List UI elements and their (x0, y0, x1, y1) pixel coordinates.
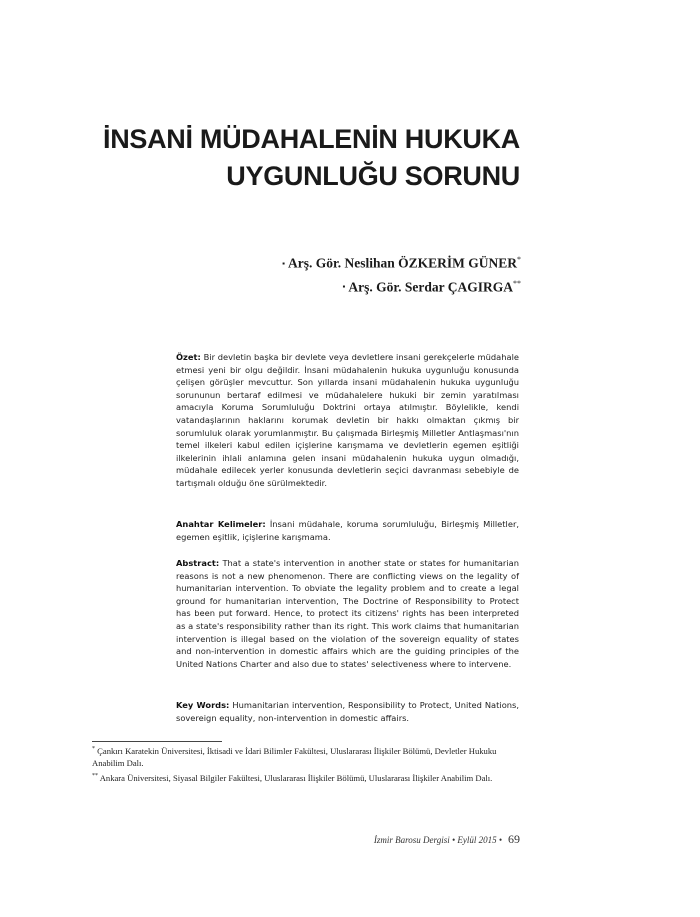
footnote-text: Ankara Üniversitesi, Siyasal Bilgiler Fakültesi, Uluslararası İlişkiler Bölümü, Uluslararası İlişkiler Anabilim Dalı. (99, 772, 493, 783)
anahtar-text: İnsani müdahale, koruma sorumluluğu, Birleşmiş Milletler, egemen eşitlik, içişlerine karışmama. (176, 519, 519, 542)
footnote-text: Çankırı Karatekin Üniversitesi, İktisadi ve İdari Bilimler Fakültesi, Uluslararası İlişkiler Bölümü, Devletler Hukuku Anabilim Dalı. (92, 745, 497, 768)
square-bullet-icon: ▪ (282, 258, 285, 268)
footnote-2 (92, 770, 520, 784)
page-footer (200, 832, 520, 847)
footnote-divider (92, 741, 222, 742)
abstract-label: Abstract: (176, 558, 220, 568)
abstract-paragraph (176, 557, 519, 670)
footnote-1 (92, 743, 520, 769)
paper-title (60, 121, 520, 195)
abstract-text: That a state's intervention in another state or states for humanitarian reasons is not a new phenomenon. There are conflicting views on the legality of humanitarian intervention. To obviate the legality problem and to create a legal ground for humanitarian intervention, The Doctrine of Responsibility to Protect has been put forward. Hence, to protect its citizens' rights has been interpreted as a state's responsibility rather than its right. This work claims that humanitarian intervention is illegal based on the violation of the sovereign equality of states and non-intervention in domestic affairs which are the guiding principles of the United Nations Charter and also due to states' selectiveness where to intervene. (176, 558, 519, 669)
anahtar-kelimeler-paragraph (176, 518, 519, 543)
keywords-paragraph (176, 699, 519, 724)
journal-name: İzmir Barosu Dergisi • Eylül 2015 • (373, 835, 502, 845)
footnote-mark: ** (92, 772, 98, 779)
title-line-1: İNSANİ MÜDAHALENİN HUKUKA (103, 124, 520, 154)
footnote-mark: * (517, 255, 521, 264)
title-line-2: UYGUNLUĞU SORUNU (226, 161, 520, 191)
author-2 (180, 274, 521, 298)
footnote-mark: ** (513, 278, 521, 288)
author-1 (180, 250, 521, 274)
keywords-label: Key Words: (176, 700, 230, 710)
page-number: 69 (508, 832, 520, 846)
ozet-label: Özet: (176, 352, 201, 362)
keywords-text: Humanitarian intervention, Responsibility to Protect, United Nations, sovereign equality, non-intervention in domestic affairs. (176, 700, 519, 723)
ozet-text: Bir devletin başka bir devlete veya devletlere insani gerekçelerle müdahale etmesi yeni bir olgu değildir. İnsani müdahalenin hukuka uygunluğu konusunda çelişen görüşler mevcuttur. Son yıllarda insani müdahalenin hukuka uygunluğu sorununun bertaraf edilmesi ve müdahalelere hukuki bir zemin yaratılması amacıyla Koruma Sorumluluğu Doktrini ortaya atılmıştır. Böylelikle, kendi vatandaşlarının haklarını korumak devletin bir hakkı olmaktan çıkmış bir sorumluluk olarak yorumlanmıştır. Bu çalışmada Birleşmiş Milletler Antlaşması'nın temel ilkeleri kabul edilen içişlerine karışmama ve devletlerin egemen eşitliği ilkelerinin ihlali anlamına gelen insani müdahalenin hukuka uygun olmadığı, müdahale edilecek yerler konusunda devletlerin seçici davranması sebebiyle de tartışmalı olduğu öne sürülmektedir. (176, 352, 519, 488)
anahtar-label: Anahtar Kelimeler: (176, 519, 266, 529)
square-bullet-icon: ▪ (342, 282, 346, 291)
author-name: Arş. Gör. Serdar ÇAGIRGA (348, 279, 513, 294)
footnotes (92, 743, 520, 785)
author-list (180, 250, 521, 297)
author-name: Arş. Gör. Neslihan ÖZKERİM GÜNER (287, 255, 517, 271)
footnote-mark: * (92, 746, 95, 752)
ozet-paragraph (176, 351, 519, 490)
